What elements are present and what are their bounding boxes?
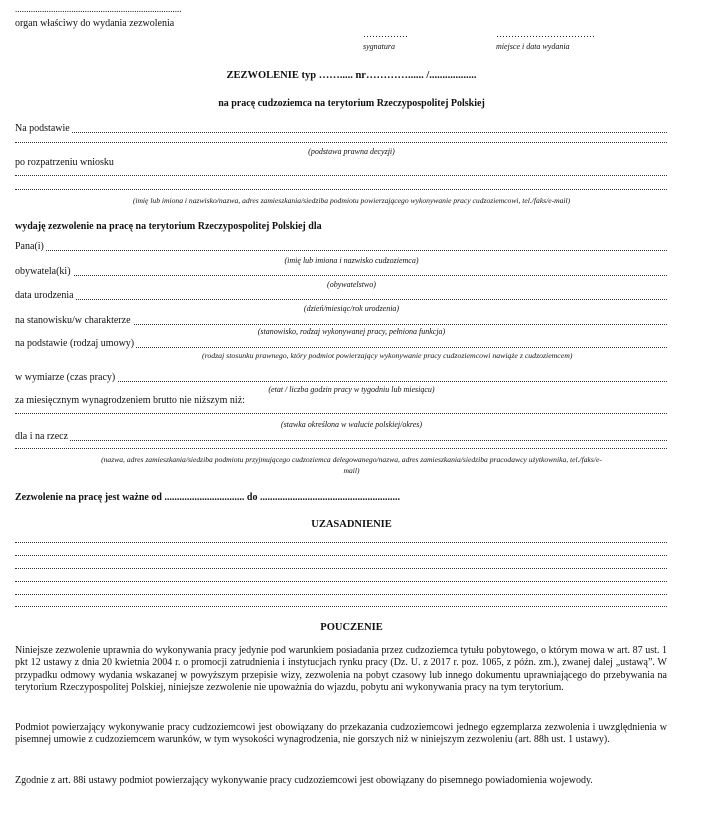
umowa-caption: (rodzaj stosunku prawnego, który podmiot powierzający wykonywanie pracy cudzoziemcowi nawiąże z cudzoziemcem) <box>202 351 573 360</box>
umowa-field[interactable] <box>15 338 667 349</box>
podstawa-caption: (podstawa prawna decyzji) <box>308 147 395 156</box>
uzasadnienie-line[interactable] <box>15 542 667 543</box>
wnioskodawca-caption: (imię lub imiona i nazwisko/nazwa, adres zamieszkania/siedziba podmiotu powierzającego wykonywanie pracy cudzoziemcowi, tel./faks/e-mail) <box>132 196 571 205</box>
miejsce-dots: …………………………… <box>496 29 595 39</box>
stanowisko-caption: (stanowisko, rodzaj wykonywanej pracy, pełniona funkcja) <box>257 327 446 336</box>
po-rozpatrzeniu-label: po rozpatrzeniu wniosku <box>15 157 114 168</box>
wymiar-caption: (etat / liczba godzin pracy w tygodniu lub miesiącu) <box>268 385 435 394</box>
uzasadnienie-line[interactable] <box>15 555 667 556</box>
stanowisko-field[interactable] <box>15 315 667 326</box>
wynagrodzenie-label: za miesięcznym wynagrodzeniem brutto nie niższym niż: <box>15 395 245 406</box>
uzasadnienie-line[interactable] <box>15 581 667 582</box>
dotted-line <box>15 448 667 449</box>
wynagrodzenie-field[interactable] <box>15 395 667 406</box>
pana-label: Pana(i) <box>15 241 44 252</box>
dla-label: dla i na rzecz <box>15 431 69 442</box>
dotted-line <box>15 189 667 190</box>
na-podstawie-label: Na podstawie <box>15 123 70 134</box>
na-podstawie-field[interactable] <box>15 123 667 134</box>
wymiar-label: w wymiarze (czas pracy) <box>15 372 116 383</box>
dla-caption-line2: mail) <box>343 466 360 475</box>
pouczenie-paragraph-3: Zgodnie z art. 88i ustawy podmiot powierzający wykonywanie pracy cudzoziemcowi jest obowiązany do pisemnego powiadomienia wojewody. <box>15 775 593 786</box>
data-urodzenia-field[interactable] <box>15 290 667 301</box>
permit-subtitle: na pracę cudzoziemca na terytorium Rzeczypospolitej Polskiej <box>218 98 485 109</box>
umowa-label: na podstawie (rodzaj umowy) <box>15 338 135 349</box>
dla-caption-line1: (nazwa, adres zamieszkania/siedziba podmiotu przyjmującego cudzoziemca delegowanego/nazwa, adres zamieszkania/siedziba pracodawcy użytkownika, tel./faks/e- <box>101 455 602 464</box>
pana-caption: (imię lub imiona i nazwisko cudzoziemca) <box>284 256 419 265</box>
uzasadnienie-line[interactable] <box>15 594 667 595</box>
organ-dots: .......................................................................... <box>15 4 182 14</box>
organ-label: organ właściwy do wydania zezwolenia <box>15 18 175 29</box>
pana-field[interactable] <box>15 241 667 252</box>
pouczenie-heading: POUCZENIE <box>320 622 383 633</box>
uzasadnienie-line[interactable] <box>15 606 667 607</box>
data-caption: (dzień/miesiąc/rok urodzenia) <box>303 304 400 313</box>
dotted-line <box>15 175 667 176</box>
permit-title: ZEZWOLENIE typ ……..... nr…………...... /.................. <box>226 70 477 81</box>
dotted-line <box>15 142 667 143</box>
obywatela-field[interactable] <box>15 266 667 277</box>
dotted-line <box>15 413 667 414</box>
dla-field[interactable] <box>15 431 667 442</box>
obywatela-label: obywatela(ki) <box>15 266 71 277</box>
stanowisko-label: na stanowisku/w charakterze <box>15 315 131 326</box>
wydaje-heading: wydaję zezwolenie na pracę na terytorium Rzeczypospolitej Polskiej dla <box>15 221 322 232</box>
sygnatura-label: sygnatura <box>363 42 395 51</box>
pouczenie-paragraph-1: Niniejsze zezwolenie uprawnia do wykonywania pracy jedynie pod warunkiem posiadania przez cudzoziemca tytułu pobytowego, o którym mowa w art. 87 ust. 1 pkt 12 ustawy z dnia 20 kwietnia 2004 r. o promocji zatrudnienia i instytucjach rynku pracy (Dz. U. z 2017 r. poz. 1065, z późn. zm.), zwanej dalej „ustawą”. W przypadku odmowy wydania wskazanej w powyższym przepisie wizy, zezwolenia na pobyt czasowy lub innego dokumentu uprawniającego do przebywania na terytorium Rzeczypospolitej Polskiej, niniejsze zezwolenie nie upoważnia do wjazdu, pobytu ani wykonywania pracy na tym terytorium. <box>15 645 667 694</box>
miejsce-label: miejsce i data wydania <box>496 42 570 51</box>
pouczenie-paragraph-2: Podmiot powierzający wykonywanie pracy cudzoziemcowi jest obowiązany do przekazania cudzoziemcowi jednego egzemplarza zezwolenia i uwzględnienia w pisemnej umowie z cudzoziemcem warunków, w tym wysokości wynagrodzenia, nie gorszych niż w niniejszym zezwoleniu (art. 88h ust. 1 ustawy). <box>15 722 667 746</box>
uzasadnienie-line[interactable] <box>15 568 667 569</box>
sygnatura-dots: …………… <box>363 29 408 39</box>
uzasadnienie-heading: UZASADNIENIE <box>311 519 392 530</box>
data-urodzenia-label: data urodzenia <box>15 290 74 301</box>
po-rozpatrzeniu-field[interactable] <box>15 157 667 168</box>
obywatela-caption: (obywatelstwo) <box>327 280 376 289</box>
validity-line: Zezwolenie na pracę jest ważne od ................................ do ........................................................ <box>15 492 400 503</box>
wymiar-field[interactable] <box>15 372 667 383</box>
wynagrodzenie-caption: (stawka określona w walucie polskiej/okres) <box>280 420 423 429</box>
